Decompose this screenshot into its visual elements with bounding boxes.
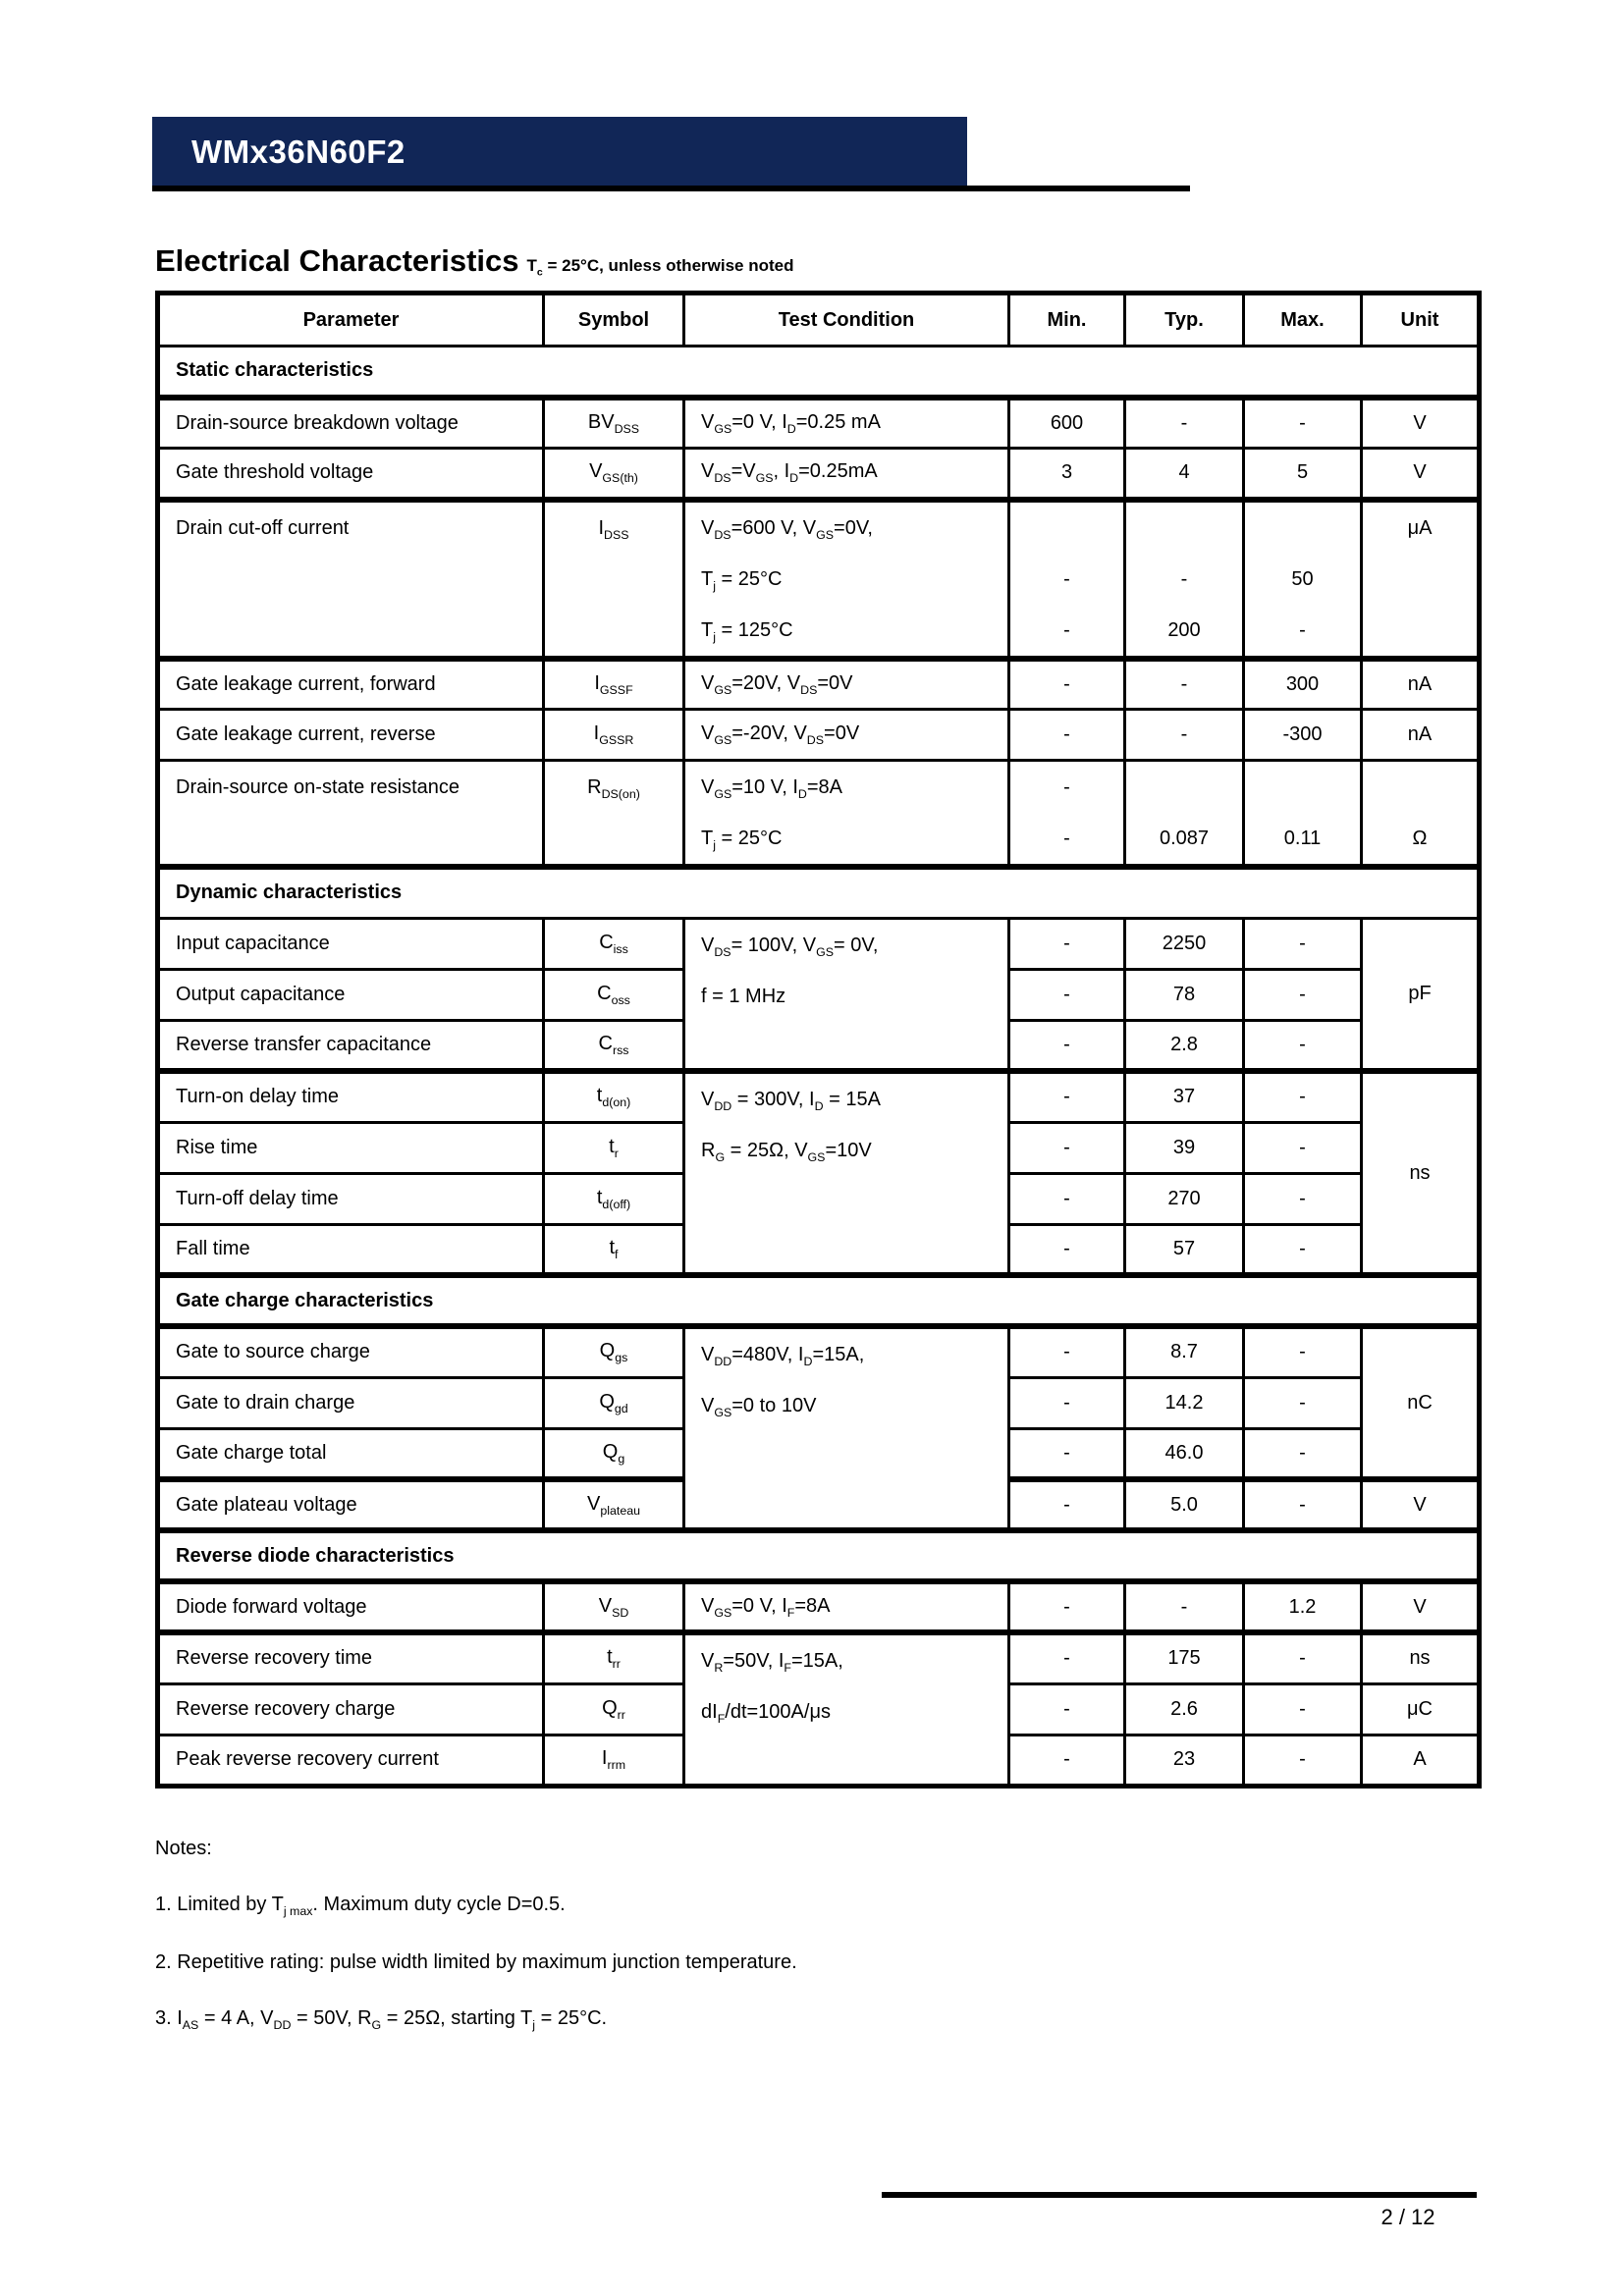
column-header-row [158, 294, 1480, 347]
symbol-cell: $t_{d(off)}$ [544, 1173, 684, 1224]
max-cell [1244, 500, 1362, 659]
test-condition-cell: $V_{GS}=20V$, $V_{DS}=0V$ [684, 659, 1009, 710]
column-header-parameter: Parameter [158, 294, 544, 347]
parameter-cell: Gate charge total [158, 1428, 544, 1479]
min-cell: 3 [1009, 449, 1125, 500]
symbol-text: $I_{DSS}$ [598, 516, 629, 542]
symbol-cell: $Q_{rr}$ [544, 1683, 684, 1735]
max-cell: - [1244, 1071, 1362, 1122]
test-condition-line: f = 1 MHz [701, 985, 786, 1007]
min-cell: - [1009, 1326, 1125, 1377]
symbol-cell: $V_{GS(th)}$ [544, 449, 684, 500]
unit-cell: μC [1362, 1683, 1480, 1735]
min-cell: - [1009, 1479, 1125, 1530]
parameter-cell: Drain-source breakdown voltage [158, 398, 544, 449]
max-cell: 300 [1244, 659, 1362, 710]
table-row [158, 1581, 1480, 1632]
min-cell: - [1009, 1377, 1125, 1428]
typ-value: 0.087 [1159, 828, 1210, 849]
symbol-cell [544, 500, 684, 659]
test-condition-line: $V_{DD}=480V$, $I_D=15A$, [701, 1344, 865, 1368]
typ-cell: 78 [1125, 969, 1244, 1020]
header-divider [152, 186, 1190, 191]
test-condition-line: $V_{GS}=0$ to 10V [701, 1395, 817, 1419]
column-header-symbol: Symbol [544, 294, 684, 347]
table-row [158, 659, 1480, 710]
page-title [155, 243, 793, 279]
unit-cell: pF [1362, 918, 1480, 1071]
test-condition-line: $dI_F/dt=100A/\mu s$ [701, 1701, 831, 1726]
max-cell [1244, 761, 1362, 868]
parameter-cell: Gate leakage current, forward [158, 659, 544, 710]
unit-cell: ns [1362, 1071, 1480, 1275]
table-row [158, 918, 1480, 969]
max-cell: 5 [1244, 449, 1362, 500]
column-header-typ: Typ. [1125, 294, 1244, 347]
min-cell: - [1009, 659, 1125, 710]
min-cell: - [1009, 1071, 1125, 1122]
min-value: - [1063, 567, 1070, 590]
section-label-gate-charge: Gate charge characteristics [158, 1275, 1480, 1326]
symbol-cell: $Q_{gd}$ [544, 1377, 684, 1428]
section-label-static: Static characteristics [158, 347, 1480, 398]
table-row [158, 1071, 1480, 1122]
typ-cell: 175 [1125, 1632, 1244, 1683]
typ-cell: 2.6 [1125, 1683, 1244, 1735]
parameter-cell: Gate leakage current, reverse [158, 710, 544, 761]
unit-cell [1362, 761, 1480, 868]
test-condition-cell [684, 918, 1009, 1071]
symbol-cell: $I_{rrm}$ [544, 1735, 684, 1786]
min-cell: 600 [1009, 398, 1125, 449]
typ-cell: 2250 [1125, 918, 1244, 969]
max-cell: - [1244, 1224, 1362, 1275]
test-condition-line: $V_{GS}=10$ V, $I_D=8A$ [701, 776, 843, 801]
min-cell: - [1009, 1683, 1125, 1735]
symbol-cell: $t_{rr}$ [544, 1632, 684, 1683]
page-number: 2 / 12 [1380, 2205, 1435, 2229]
parameter-cell: Turn-off delay time [158, 1173, 544, 1224]
symbol-cell: $Q_{gs}$ [544, 1326, 684, 1377]
max-value: 50 [1291, 567, 1314, 590]
electrical-characteristics-table [155, 291, 1482, 1789]
unit-cell: V [1362, 1581, 1480, 1632]
min-cell: - [1009, 1735, 1125, 1786]
max-cell: - [1244, 1683, 1362, 1735]
typ-cell: 37 [1125, 1071, 1244, 1122]
test-condition-line: $T_j = 25^\circ C$ [701, 828, 783, 852]
test-condition-cell [684, 1632, 1009, 1786]
unit-cell: nC [1362, 1326, 1480, 1479]
column-header-test-condition: Test Condition [684, 294, 1009, 347]
parameter-cell: Reverse transfer capacitance [158, 1020, 544, 1071]
typ-cell: 4 [1125, 449, 1244, 500]
typ-value: - [1180, 567, 1188, 590]
max-cell: - [1244, 1735, 1362, 1786]
table-row [158, 500, 1480, 659]
max-cell: - [1244, 1479, 1362, 1530]
typ-cell: - [1125, 398, 1244, 449]
typ-cell: 23 [1125, 1735, 1244, 1786]
typ-cell: 2.8 [1125, 1020, 1244, 1071]
symbol-cell: $C_{oss}$ [544, 969, 684, 1020]
parameter-text: Drain cut-off current [176, 516, 350, 539]
min-value: - [1063, 828, 1070, 849]
unit-cell: nA [1362, 659, 1480, 710]
parameter-cell: Rise time [158, 1122, 544, 1173]
typ-cell: - [1125, 659, 1244, 710]
unit-cell: V [1362, 449, 1480, 500]
parameter-cell: Gate to drain charge [158, 1377, 544, 1428]
symbol-cell [544, 761, 684, 868]
symbol-cell: $C_{iss}$ [544, 918, 684, 969]
typ-cell: 8.7 [1125, 1326, 1244, 1377]
parameter-cell [158, 761, 544, 868]
min-cell: - [1009, 1020, 1125, 1071]
symbol-cell: $t_r$ [544, 1122, 684, 1173]
test-condition-line: $R_G = 25\Omega$, $V_{GS}=10V$ [701, 1140, 872, 1164]
test-condition-cell: $V_{GS}=0$ V, $I_D=0.25$ mA [684, 398, 1009, 449]
max-cell: - [1244, 1173, 1362, 1224]
parameter-cell: Gate threshold voltage [158, 449, 544, 500]
parameter-cell: Peak reverse recovery current [158, 1735, 544, 1786]
test-condition-line: $V_{DS}= 100V$, $V_{GS}= 0V$, [701, 934, 879, 959]
notes-section [155, 1838, 797, 2065]
max-cell: - [1244, 1122, 1362, 1173]
typ-cell: - [1125, 710, 1244, 761]
parameter-cell: Gate to source charge [158, 1326, 544, 1377]
parameter-cell: Diode forward voltage [158, 1581, 544, 1632]
min-cell: - [1009, 969, 1125, 1020]
min-value: - [1063, 618, 1070, 641]
max-cell: - [1244, 918, 1362, 969]
note-item: 3. $I_{AS} = 4$ A, $V_{DD} = 50V$, $R_G = 25\Omega$, starting $T_j = 25^\circ C$. [155, 2007, 608, 2032]
footer-divider [882, 2192, 1477, 2198]
unit-text: Ω [1412, 828, 1428, 849]
header-bar [152, 117, 967, 187]
section-header-row [158, 1275, 1480, 1326]
parameter-cell [158, 500, 544, 659]
typ-cell: 14.2 [1125, 1377, 1244, 1428]
symbol-cell: $V_{plateau}$ [544, 1479, 684, 1530]
parameter-cell: Output capacitance [158, 969, 544, 1020]
min-value: - [1063, 776, 1070, 798]
typ-cell: 5.0 [1125, 1479, 1244, 1530]
max-cell: - [1244, 1377, 1362, 1428]
test-condition-line: $T_j = 125^\circ C$ [701, 618, 793, 644]
notes-heading: Notes: [155, 1838, 212, 1859]
max-cell: - [1244, 1428, 1362, 1479]
test-condition-line: $V_R=50V$, $I_F=15A$, [701, 1650, 843, 1675]
typ-value: 200 [1167, 618, 1201, 641]
max-value: 0.11 [1283, 828, 1322, 849]
unit-text: μA [1407, 516, 1433, 539]
unit-cell: A [1362, 1735, 1480, 1786]
symbol-cell: $I_{GSSF}$ [544, 659, 684, 710]
parameter-cell: Reverse recovery time [158, 1632, 544, 1683]
test-condition-line: $T_j = 25^\circ C$ [701, 567, 783, 593]
test-condition-cell [684, 1326, 1009, 1530]
min-cell: - [1009, 1581, 1125, 1632]
section-header-row [158, 867, 1480, 918]
page-title-condition: $T_c = 25^\circ C$, unless otherwise noted [526, 256, 794, 279]
max-cell: - [1244, 1020, 1362, 1071]
typ-cell: 46.0 [1125, 1428, 1244, 1479]
symbol-cell: $V_{SD}$ [544, 1581, 684, 1632]
test-condition-cell [684, 500, 1009, 659]
max-cell: - [1244, 1326, 1362, 1377]
symbol-text: $R_{DS(on)}$ [587, 776, 640, 801]
parameter-cell: Fall time [158, 1224, 544, 1275]
part-number: WMx36N60F2 [191, 133, 406, 170]
max-cell: 1.2 [1244, 1581, 1362, 1632]
parameter-cell: Turn-on delay time [158, 1071, 544, 1122]
test-condition-cell: $V_{DS}=V_{GS}$, $I_D=0.25mA$ [684, 449, 1009, 500]
table-row [158, 398, 1480, 449]
symbol-cell: $C_{rss}$ [544, 1020, 684, 1071]
typ-cell [1125, 500, 1244, 659]
typ-cell: - [1125, 1581, 1244, 1632]
test-condition-line: $V_{DS}=600$ V, $V_{GS}=0V$, [701, 516, 873, 542]
typ-cell: 39 [1125, 1122, 1244, 1173]
min-cell: - [1009, 1173, 1125, 1224]
min-cell [1009, 761, 1125, 868]
min-cell: - [1009, 1224, 1125, 1275]
test-condition-cell [684, 761, 1009, 868]
page-title-text: Electrical Characteristics [155, 243, 519, 278]
min-cell [1009, 500, 1125, 659]
table-row [158, 449, 1480, 500]
table-row [158, 1632, 1480, 1683]
column-header-max: Max. [1244, 294, 1362, 347]
table-row [158, 761, 1480, 868]
test-condition-line: $V_{DD} = 300V$, $I_D = 15A$ [701, 1089, 881, 1113]
max-value: - [1299, 618, 1306, 641]
section-label-dynamic: Dynamic characteristics [158, 867, 1480, 918]
symbol-cell: $t_f$ [544, 1224, 684, 1275]
parameter-cell: Reverse recovery charge [158, 1683, 544, 1735]
symbol-cell: $t_{d(on)}$ [544, 1071, 684, 1122]
column-header-min: Min. [1009, 294, 1125, 347]
section-header-row [158, 1530, 1480, 1581]
symbol-cell: $I_{GSSR}$ [544, 710, 684, 761]
section-header-row [158, 347, 1480, 398]
note-item: 1. Limited by $T_{j max}$. Maximum duty cycle D=0.5. [155, 1894, 566, 1918]
max-cell: -300 [1244, 710, 1362, 761]
note-item: 2. Repetitive rating: pulse width limited by maximum junction temperature. [155, 1951, 797, 1973]
typ-cell: 57 [1125, 1224, 1244, 1275]
parameter-cell: Gate plateau voltage [158, 1479, 544, 1530]
typ-cell: 270 [1125, 1173, 1244, 1224]
max-cell: - [1244, 398, 1362, 449]
max-cell: - [1244, 1632, 1362, 1683]
parameter-text: Drain-source on-state resistance [176, 776, 460, 798]
unit-cell: V [1362, 1479, 1480, 1530]
symbol-cell: $Q_g$ [544, 1428, 684, 1479]
unit-cell: V [1362, 398, 1480, 449]
typ-cell [1125, 761, 1244, 868]
table-row [158, 710, 1480, 761]
column-header-unit: Unit [1362, 294, 1480, 347]
parameter-cell: Input capacitance [158, 918, 544, 969]
unit-cell: ns [1362, 1632, 1480, 1683]
min-cell: - [1009, 1428, 1125, 1479]
min-cell: - [1009, 1632, 1125, 1683]
test-condition-cell: $V_{GS}=-20V$, $V_{DS}=0V$ [684, 710, 1009, 761]
min-cell: - [1009, 918, 1125, 969]
min-cell: - [1009, 710, 1125, 761]
unit-cell [1362, 500, 1480, 659]
test-condition-cell: $V_{GS}=0$ V, $I_F=8A$ [684, 1581, 1009, 1632]
test-condition-cell [684, 1071, 1009, 1275]
table-row [158, 1326, 1480, 1377]
section-label-reverse-diode: Reverse diode characteristics [158, 1530, 1480, 1581]
min-cell: - [1009, 1122, 1125, 1173]
symbol-cell: $BV_{DSS}$ [544, 398, 684, 449]
max-cell: - [1244, 969, 1362, 1020]
unit-cell: nA [1362, 710, 1480, 761]
